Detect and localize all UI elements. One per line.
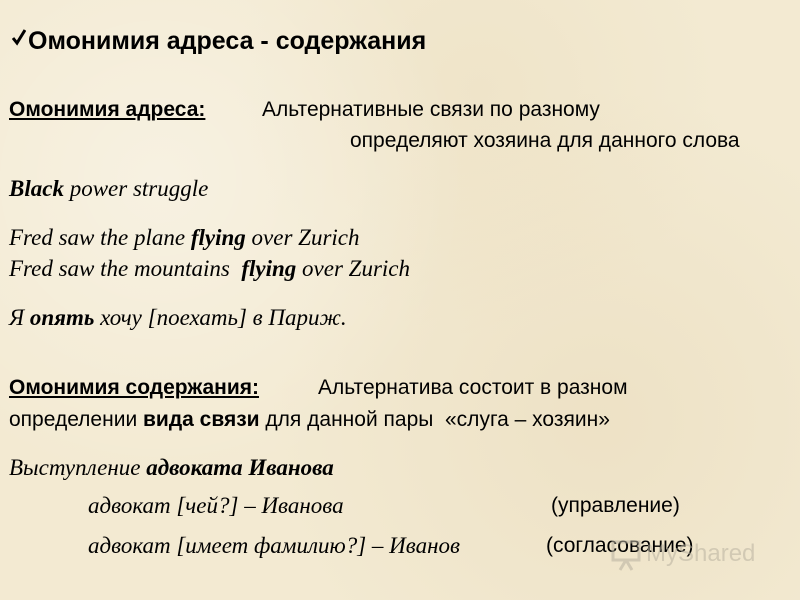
example-russian (9, 305, 347, 331)
example-fred-2-post: over Zurich (296, 256, 411, 281)
example-black (9, 176, 208, 202)
section2-line2-bold: вида связи (143, 408, 260, 431)
example-russian-bold: опять (29, 305, 95, 330)
section2-desc-line1: Альтернатива состоит в разном (318, 376, 628, 399)
section2-row1 (9, 376, 259, 400)
example-fred-2-pre: Fred saw the mountains (9, 256, 242, 281)
example-fred-1-post: over Zurich (245, 225, 360, 250)
example-russian-pre: Я (9, 305, 30, 330)
example-fred-1-pre: Fred saw the plane (9, 225, 191, 250)
example-fred-1 (9, 225, 360, 251)
example-fred-2-bold: flying (241, 256, 297, 281)
slide-title-text: Омонимия адреса - содержания (28, 27, 427, 55)
section1-desc-line2: определяют хозяина для данного слова (350, 129, 740, 152)
section2-line2-post: для данной пары «слуга – хозяин» (259, 408, 610, 431)
section1-heading: Омонимия адреса: (9, 98, 206, 121)
example-advokat (9, 455, 334, 481)
example-russian-post: хочу [поехать] в Париж. (94, 305, 347, 330)
watermark-text: MyShared (646, 540, 756, 567)
example-fred-1-bold: flying (190, 225, 246, 250)
example-advokat-1-label: (управление) (551, 494, 680, 517)
section2-desc-line2 (9, 408, 610, 432)
section1-desc-line1: Альтернативные связи по разному (262, 98, 600, 121)
example-fred-2 (9, 256, 410, 282)
example-advokat-1: адвокат [чей?] – Иванова (88, 493, 344, 518)
example-advokat-2: адвокат [имеет фамилию?] – Иванов (88, 533, 460, 558)
watermark (608, 536, 768, 574)
example-black-rest: power struggle (63, 176, 209, 201)
section2-line2-pre: определении (9, 408, 144, 431)
section1-row1 (9, 98, 205, 122)
slide-title (12, 27, 426, 56)
checkmark-arrow-icon (12, 27, 26, 56)
presentation-icon (610, 538, 644, 572)
example-advokat-bold: адвоката Иванова (146, 455, 334, 480)
example-black-bold: Black (9, 176, 64, 201)
example-advokat-2-label: (согласование) (546, 534, 694, 557)
section2-heading: Омонимия содержания: (9, 376, 260, 399)
example-advokat-pre: Выступление (9, 455, 147, 480)
